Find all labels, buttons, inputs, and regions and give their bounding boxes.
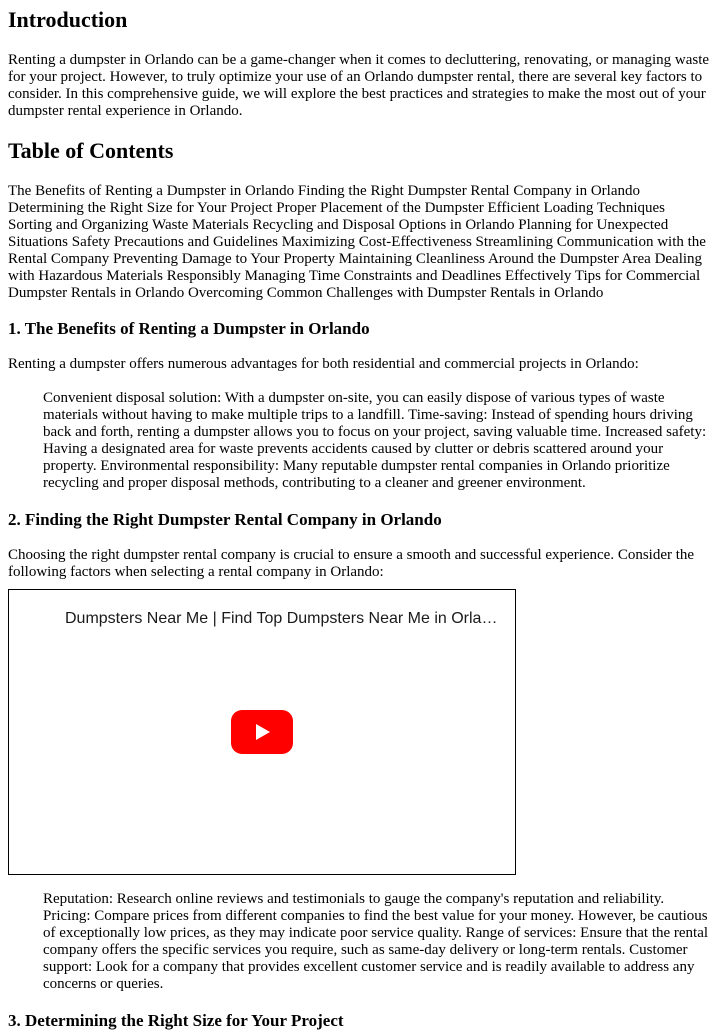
intro-paragraph: Renting a dumpster in Orlando can be a game-changer when it comes to decluttering, renovating, or managing waste for your project. However, to truly optimize your use of an Orlando dumpster rental, there are several key factors to consider. In this comprehensive guide, we will explore the best practices and strategies to make the most out of your dumpster rental experience in Orlando. [8,52,710,119]
toc-text: The Benefits of Renting a Dumpster in Orlando Finding the Right Dumpster Rental Company in Orlando Determining the Right Size for Your Project Proper Placement of the Dumpster Efficient Loading Techniques Sorting and Organizing Waste Materials Recycling and Disposal Options in Orlando Planning for Unexpected Situations Safety Precautions and Guidelines Maximizing Cost-Effectiveness Streamlining Communication with the Rental Company Preventing Damage to Your Property Maintaining Cleanliness Around the Dumpster Area Dealing with Hazardous Materials Responsibly Managing Time Constraints and Deadlines Effectively Tips for Commercial Dumpster Rentals in Orlando Overcoming Common Challenges with Dumpster Rentals in Orlando [8,183,706,301]
section-3-heading: 3. Determining the Right Size for Your Project [8,1011,344,1030]
video-title[interactable]: Dumpsters Near Me | Find Top Dumpsters Near Me in Orla… [65,610,498,627]
section-2-paragraph: Choosing the right dumpster rental company is crucial to ensure a smooth and successful experience. Consider the following factors when selecting a rental company in Orlando: [8,547,695,580]
play-button-icon[interactable] [231,710,293,754]
video-embed[interactable] [8,589,516,875]
section-1-heading: 1. The Benefits of Renting a Dumpster in Orlando [8,319,370,338]
toc-heading: Table of Contents [8,138,174,163]
section-1-paragraph: Renting a dumpster offers numerous advantages for both residential and commercial projects in Orlando: [8,356,639,372]
section-2-heading: 2. Finding the Right Dumpster Rental Company in Orlando [8,510,442,529]
section-1-blockquote: Convenient disposal solution: With a dumpster on-site, you can easily dispose of various types of waste materials without having to make multiple trips to a landfill. Time-saving: Instead of spending hours driving back and forth, renting a dumpster allows you to focus on your project, saving valuable time. Increased safety: Having a designated area for waste prevents accidents caused by clutter or debris scattered around your property. Environmental responsibility: Many reputable dumpster rental companies in Orlando prioritize recycling and proper disposal methods, contributing to a cleaner and greener environment. [43,390,707,491]
section-2-blockquote: Reputation: Research online reviews and testimonials to gauge the company's reputation and reliability. Pricing: Compare prices from different companies to find the best value for your money. However, be cautious of exceptionally low prices, as they may indicate poor service quality. Range of services: Ensure that the rental company offers the specific services you require, such as same-day delivery or long-term rentals. Customer support: Look for a company that provides excellent customer service and is readily available to address any concerns or queries. [43,891,709,992]
intro-heading: Introduction [8,7,128,32]
